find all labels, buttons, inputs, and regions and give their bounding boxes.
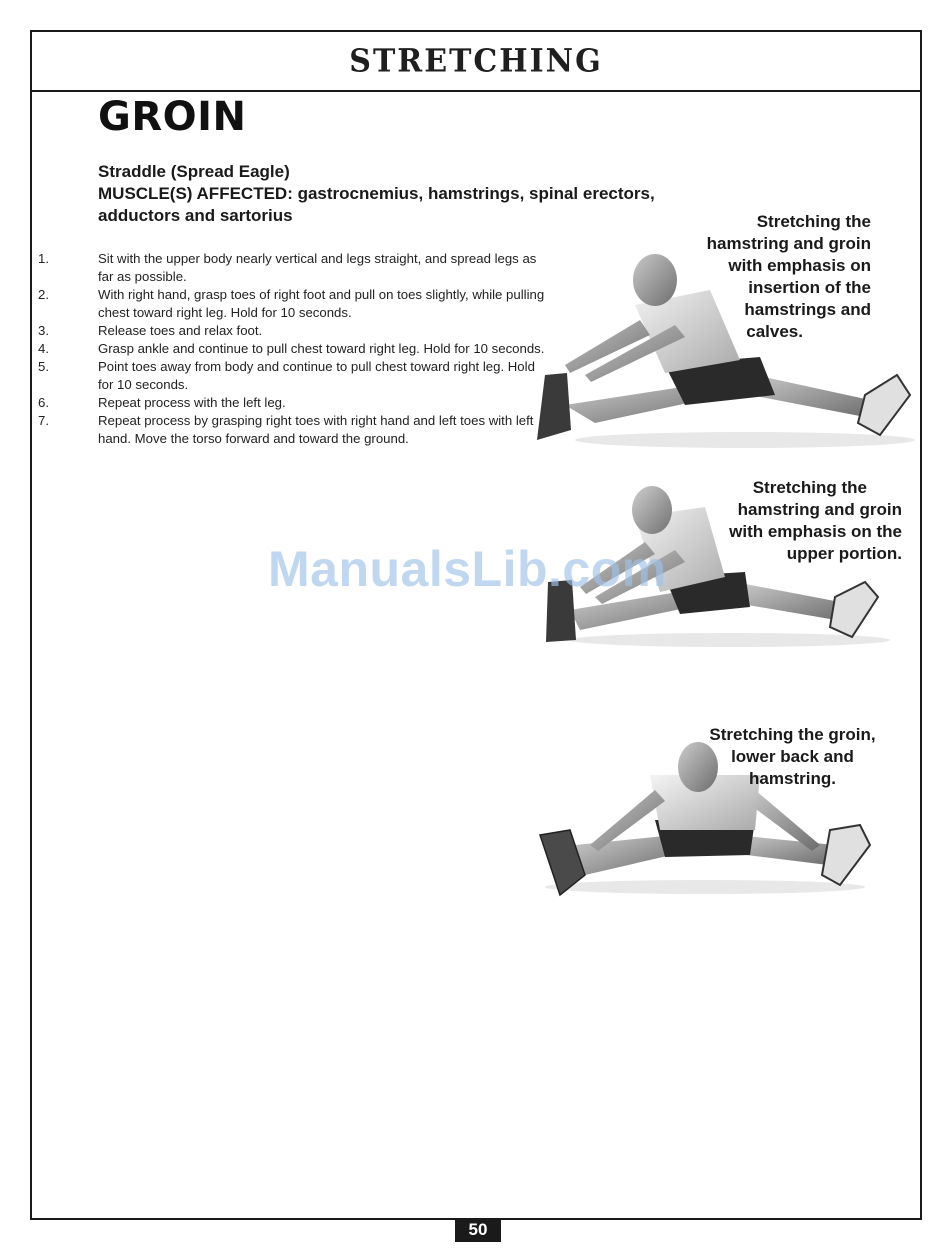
- caption-line: hamstring and groin: [706, 234, 871, 253]
- header-bar: [32, 32, 920, 92]
- step-text: Release toes and relax foot.: [98, 323, 263, 338]
- caption-figure-3: [690, 724, 895, 790]
- watermark: ManualsLib.com: [268, 541, 667, 597]
- caption-line: Stretching the: [756, 212, 871, 231]
- caption-line: hamstring and groin: [737, 500, 902, 519]
- step-number: 3.: [38, 323, 49, 338]
- caption-line: lower back and: [731, 747, 854, 766]
- caption-line: Stretching the: [752, 478, 867, 497]
- step-number: 2.: [38, 287, 49, 302]
- steps-list: [38, 250, 548, 448]
- step-text: Repeat process with the left leg.: [98, 395, 286, 410]
- page-number: 50: [455, 1218, 501, 1242]
- step-number: 4.: [38, 341, 49, 356]
- caption-line: hamstrings and: [744, 300, 871, 319]
- step-item: [38, 394, 548, 412]
- step-text: With right hand, grasp toes of right foot and pull on toes slightly, while pulling chest toward right leg. Hold for 10 seconds.: [98, 287, 545, 320]
- step-text: Grasp ankle and continue to pull chest toward right leg. Hold for 10 seconds.: [98, 341, 545, 356]
- step-text: Sit with the upper body nearly vertical and legs straight, and spread legs as far as possible.: [98, 251, 537, 284]
- header-title: STRETCHING: [349, 42, 603, 80]
- step-text: Repeat process by grasping right toes with right hand and left toes with left hand. Move the torso forward and toward the ground.: [98, 413, 534, 446]
- muscles-line-1: MUSCLE(S) AFFECTED: gastrocnemius, hamstrings, spinal erectors,: [98, 184, 655, 203]
- exercise-subhead: [98, 161, 718, 227]
- step-item: [38, 286, 548, 322]
- step-text: Point toes away from body and continue to pull chest toward right leg. Hold for 10 seconds.: [98, 359, 535, 392]
- caption-line: hamstring.: [749, 769, 836, 788]
- step-item: [38, 250, 548, 286]
- caption-line: calves.: [746, 322, 803, 341]
- step-item: [38, 340, 548, 358]
- section-title: GROIN: [98, 94, 247, 140]
- caption-line: upper portion.: [786, 544, 902, 563]
- exercise-name: Straddle (Spread Eagle): [98, 162, 290, 181]
- caption-line: insertion of the: [748, 278, 871, 297]
- step-number: 5.: [38, 359, 49, 374]
- step-item: [38, 358, 548, 394]
- caption-line: with emphasis on: [728, 256, 871, 275]
- step-item: [38, 322, 548, 340]
- caption-line: with emphasis on the: [729, 522, 902, 541]
- step-number: 1.: [38, 251, 49, 266]
- caption-figure-1: [650, 211, 871, 343]
- caption-figure-2: [690, 477, 902, 565]
- muscles-line-2: adductors and sartorius: [98, 206, 293, 225]
- step-number: 7.: [38, 413, 49, 428]
- step-item: [38, 412, 548, 448]
- step-number: 6.: [38, 395, 49, 410]
- caption-line: Stretching the groin,: [709, 725, 876, 744]
